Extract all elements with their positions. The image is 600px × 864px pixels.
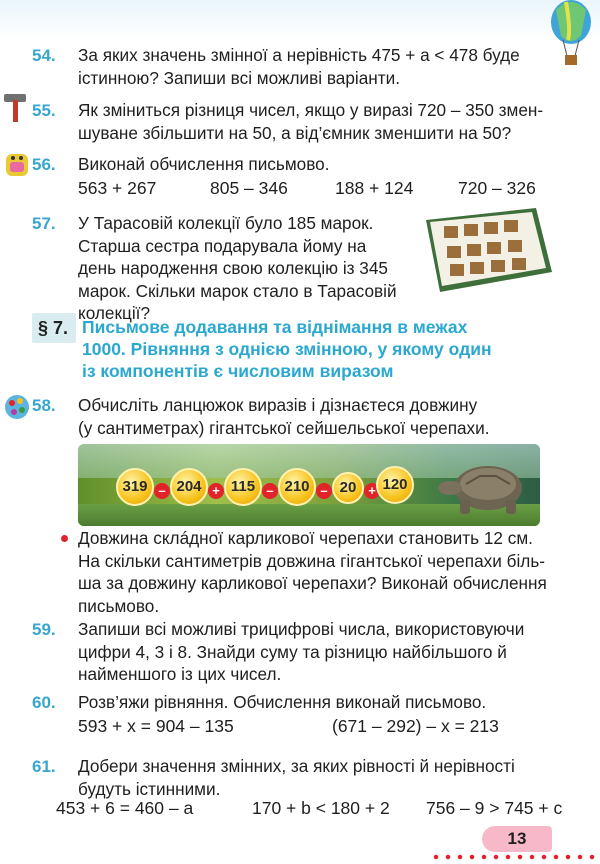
chain-number: 120 [376, 466, 414, 504]
exercise-number: 55. [32, 101, 56, 120]
exercise-55-text [78, 99, 543, 144]
calculation: 720 – 326 [458, 178, 536, 198]
chain-operator: + [208, 483, 224, 499]
giant-tortoise-image [436, 458, 532, 518]
text-line: За яких значень змінної а нерівність 475 + а < 478 буде [78, 45, 520, 65]
text-line: ша за довжину карликової черепахи? Виконай обчислення [78, 573, 547, 593]
text-line: цифри 4, 3 і 8. Знайди суму та різницю найбільшого й [78, 641, 507, 662]
expression: 170 + b < 180 + 2 [252, 798, 390, 818]
text-line: Обчисліть ланцюжок виразів і дізнаєтеся довжину [78, 395, 478, 415]
text-line: істинною? Запиши всі можливі варіанти. [78, 67, 400, 88]
hammer-pencil-icon [2, 90, 32, 124]
title-line: 1000. Рівняння з однією змінною, у якому один [82, 339, 492, 359]
exercise-number: 54. [32, 46, 56, 65]
palette-icon [2, 392, 32, 422]
equation: (671 – 292) – x = 213 [332, 716, 499, 736]
text-line: шуване збільшити на 50, а від’ємник зменшити на 50? [78, 122, 512, 143]
text-line: будуть істинними. [78, 778, 221, 799]
expression: 756 – 9 > 745 + c [426, 798, 563, 818]
text-line: Як зміниться різниця чисел, якщо у виразі 720 – 350 змен- [78, 100, 544, 120]
calculation: 188 + 124 [335, 178, 414, 198]
text-line: Добери значення змінних, за яких рівності й нерівності [78, 756, 515, 776]
exercise-54-text [78, 44, 520, 89]
text-line: Виконай обчислення письмово. [78, 154, 330, 174]
chain-number: 204 [170, 468, 208, 506]
page-top-fade [0, 0, 600, 40]
bullet-marker [61, 535, 68, 542]
calculation: 805 – 346 [210, 178, 288, 198]
exercise-61-text [78, 755, 515, 800]
exercise-number: 57. [32, 214, 56, 233]
exercise-57-text [78, 212, 408, 325]
exercise-60-text [78, 691, 486, 714]
title-line: Письмове додавання та віднімання в межах [82, 317, 468, 337]
text-line: Старша сестра подарувала йому на [78, 235, 367, 256]
exercise-number: 58. [32, 396, 56, 415]
turtle-chain-strip [78, 444, 540, 526]
exercise-number: 56. [32, 155, 56, 174]
stamp-album-image [420, 206, 556, 294]
page-number: 13 [482, 826, 552, 852]
text-line: Запиши всі можливі трицифрові числа, використовуючи [78, 619, 525, 639]
text-line: Довжина склáдної карликової черепахи становить 12 см. [78, 528, 533, 548]
section-label: § 7. [38, 318, 69, 338]
calculation: 563 + 267 [78, 178, 157, 198]
text-line: письмово. [78, 595, 160, 616]
exercise-59-text [78, 618, 524, 686]
chain-operator: + [364, 483, 380, 499]
chain-number: 20 [332, 472, 364, 504]
text-line: (у сантиметрах) гігантської сейшельської черепахи. [78, 417, 490, 438]
equation: 593 + x = 904 – 135 [78, 716, 234, 736]
chain-number: 115 [224, 468, 262, 506]
decorative-dots [430, 853, 595, 861]
text-line: колекції? [78, 303, 150, 323]
expression: 453 + 6 = 460 – a [56, 798, 194, 818]
text-line: Розв’яжи рівняння. Обчислення виконай письмово. [78, 692, 487, 712]
text-line: день народження свою колекцію із 345 [78, 258, 388, 278]
exercise-56-text [78, 153, 330, 176]
exercise-number: 60. [32, 693, 56, 712]
text-line: найменшого із цих чисел. [78, 664, 282, 684]
bullet-question-text [78, 527, 547, 617]
chain-number: 210 [278, 468, 316, 506]
chain-number: 319 [116, 468, 154, 506]
section-title [82, 316, 582, 382]
exercise-58-text [78, 394, 490, 439]
exercise-number: 59. [32, 620, 56, 639]
title-line: із компонентів є числовим виразом [82, 361, 394, 381]
text-line: марок. Скільки марок стало в Тарасовій [78, 280, 397, 301]
section-heading [32, 313, 584, 381]
exercise-number: 61. [32, 757, 56, 776]
chain-operator: – [262, 483, 278, 499]
text-line: У Тарасовій колекції було 185 марок. [78, 213, 374, 233]
chain-operator: – [316, 483, 332, 499]
hot-air-balloon-icon [548, 0, 594, 68]
text-line: На скільки сантиметрів довжина гігантської черепахи біль- [78, 550, 545, 571]
chain-operator: – [154, 483, 170, 499]
backpack-icon [2, 148, 32, 178]
